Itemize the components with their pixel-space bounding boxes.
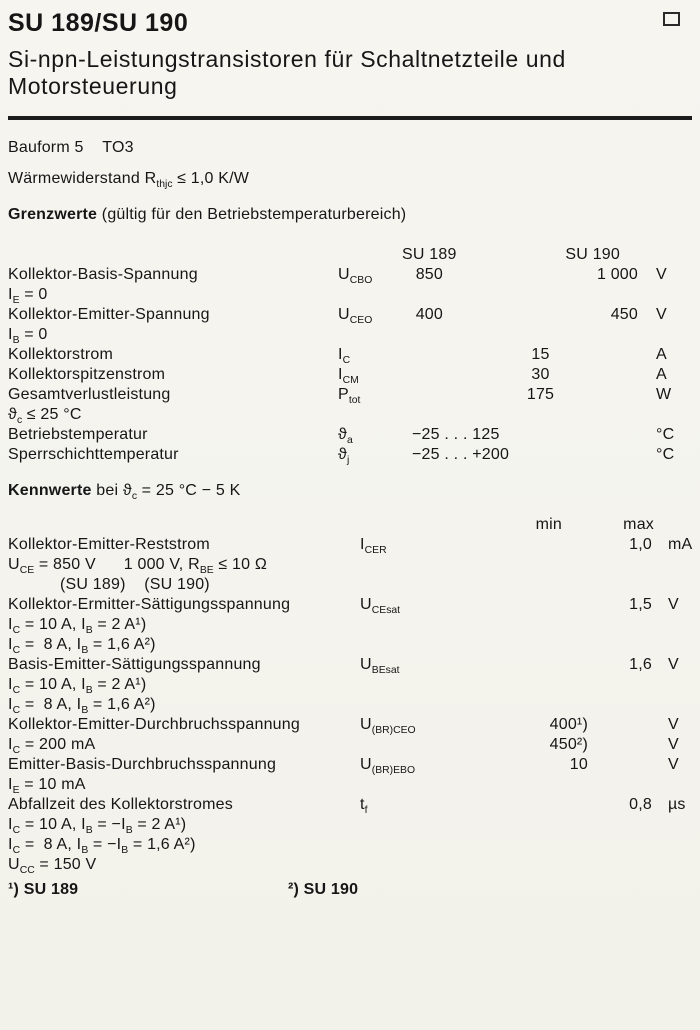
row-condition: $I_C = 10$ A, $I_B = -I_B = 2$ A¹) — [8, 816, 187, 837]
row-symbol: $I_{CM}$ — [338, 366, 359, 387]
row-condition: $I_B = 0$ — [8, 326, 48, 347]
row-symbol: $t_f$ — [360, 796, 368, 817]
row-unit: mA — [668, 536, 693, 553]
row-value-range: −25 . . . 125 — [412, 426, 500, 443]
thermal-resistance-line: Wärmewiderstand $R_{thjc} \le 1,0$ K/W — [8, 170, 250, 191]
row-condition: $ϑ_c \le 25$ °C — [8, 406, 82, 427]
row-unit: V — [656, 306, 667, 323]
table-row — [8, 595, 692, 615]
row-condition: $I_E = 10$ mA — [8, 776, 86, 797]
row-condition: $U_{CE} = 850$ V 1 000 V, $R_{BE} \le 10$ Ω — [8, 556, 268, 577]
table-row — [8, 655, 692, 675]
row-unit: A — [656, 346, 667, 363]
row-symbol: $U_{CBO}$ — [338, 266, 373, 287]
table-row — [8, 445, 692, 465]
row-condition: (SU 189) (SU 190) — [60, 576, 210, 593]
row-condition: $I_C = 8$ A, $I_B = 1,6$ A²) — [8, 696, 156, 717]
page-title: SU 189/SU 190 — [8, 9, 189, 37]
row-unit: V — [668, 756, 679, 773]
table-row — [8, 425, 692, 445]
bauform-line — [8, 138, 692, 158]
row-unit: °C — [656, 446, 675, 463]
kennwerte-heading-note: bei $ϑ_c = 25$ °C − 5 K — [91, 482, 241, 503]
row-symbol: $P_{tot}$ — [338, 386, 361, 407]
row-unit: µs — [668, 796, 686, 813]
row-max: 1,5 — [629, 596, 652, 613]
row-symbol: $U_{CEO}$ — [338, 306, 373, 327]
corner-checkbox-icon — [663, 12, 680, 26]
condition-text: $I_C = 200$ mA — [8, 736, 96, 757]
table-row — [8, 715, 692, 735]
row-symbol: $U_{(BR)CEO}$ — [360, 716, 416, 737]
row-symbol: $ϑ_j$ — [338, 446, 350, 467]
row-symbol: $ϑ_a$ — [338, 426, 353, 447]
row-unit: V — [668, 656, 679, 673]
grenzwerte-heading — [8, 206, 692, 224]
table-row — [8, 305, 692, 325]
row-condition: $I_C = 8$ A, $I_B = -I_B = 1,6$ A²) — [8, 836, 196, 857]
row-symbol: $U_{BEsat}$ — [360, 656, 400, 677]
grenzwerte-heading-label: Grenzwerte — [8, 206, 98, 223]
row-name: Kollektorstrom — [8, 346, 114, 363]
kennwerte-column-headers — [8, 515, 692, 535]
row-symbol: $U_{CEsat}$ — [360, 596, 401, 617]
row-name: Kollektor-Basis-Spannung — [8, 266, 198, 283]
row-condition: $I_E = 0$ — [8, 286, 48, 307]
row-max: 0,8 — [629, 796, 652, 813]
bauform-label: Bauform 5 — [8, 139, 84, 156]
table-row — [8, 265, 692, 285]
row-unit: V — [668, 596, 679, 613]
row-name: Kollektorspitzenstrom — [8, 366, 166, 383]
footnote-2: ²) SU 190 — [287, 881, 359, 898]
grenzwerte-column-headers — [8, 245, 692, 265]
row-value-su190: 1 000 — [596, 266, 638, 283]
column-header-min: min — [535, 516, 562, 533]
row-max: 1,6 — [629, 656, 652, 673]
table-row — [8, 385, 692, 405]
row-symbol: $I_{CER}$ — [360, 536, 387, 557]
row-condition: $U_{CC} = 150$ V — [8, 856, 97, 877]
row-condition: $I_C = 10$ A, $I_B = 2$ A¹) — [8, 616, 147, 637]
row-value-su189: 400 — [415, 306, 443, 323]
row-max: 1,0 — [629, 536, 652, 553]
row-name: Basis-Emitter-Sättigungsspannung — [8, 656, 261, 673]
row-unit-2: V — [668, 736, 679, 753]
row-name: Gesamtverlustleistung — [8, 386, 171, 403]
row-name: Kollektor-Emitter-Durchbruchsspannung — [8, 716, 300, 733]
row-value-su189: 850 — [415, 266, 443, 283]
row-unit: V — [656, 266, 667, 283]
footnote-1: ¹) SU 189 — [8, 881, 79, 898]
row-name: Kollektor-Emitter-Reststrom — [8, 536, 210, 553]
column-header-su189: SU 189 — [402, 246, 457, 263]
row-symbol: $I_C$ — [338, 346, 351, 367]
row-value-su190: 450 — [610, 306, 638, 323]
column-header-su190: SU 190 — [565, 246, 620, 263]
table-row — [8, 755, 692, 775]
footnotes — [8, 881, 692, 899]
row-unit: W — [656, 386, 672, 403]
row-condition — [8, 735, 692, 755]
kennwerte-heading — [8, 482, 692, 503]
section-divider — [8, 116, 692, 120]
row-value: 175 — [526, 386, 555, 403]
row-name: Abfallzeit des Kollektorstromes — [8, 796, 233, 813]
row-min-2: 450²) — [549, 736, 588, 753]
row-symbol: $U_{(BR)EBO}$ — [360, 756, 416, 777]
kennwerte-heading-label: Kennwerte — [8, 482, 92, 499]
row-unit: V — [668, 716, 679, 733]
row-value: 30 — [531, 366, 550, 383]
row-value-range: −25 . . . +200 — [412, 446, 510, 463]
table-row — [8, 795, 692, 815]
row-min: 400¹) — [549, 716, 588, 733]
row-name: Betriebstemperatur — [8, 426, 148, 443]
row-name: Sperrschichttemperatur — [8, 446, 179, 463]
row-name: Kollektor-Ermitter-Sättigungsspannung — [8, 596, 291, 613]
row-min: 10 — [569, 756, 588, 773]
row-condition: $I_C = 10$ A, $I_B = 2$ A¹) — [8, 676, 147, 697]
grenzwerte-heading-note: (gültig für den Betriebstemperaturbereich) — [97, 206, 407, 223]
column-header-max: max — [623, 516, 654, 533]
header — [8, 8, 692, 38]
row-value: 15 — [531, 346, 550, 363]
row-unit: °C — [656, 426, 675, 443]
row-name: Kollektor-Emitter-Spannung — [8, 306, 210, 323]
row-unit: A — [656, 366, 667, 383]
row-condition: $I_C = 8$ A, $I_B = 1,6$ A²) — [8, 636, 156, 657]
table-row — [8, 535, 692, 555]
table-row — [8, 365, 692, 385]
bauform-value: TO3 — [102, 139, 134, 156]
page-subtitle: Si-npn-Leistungstransistoren für Schaltnetzteile und Motorsteuerung — [8, 46, 566, 99]
row-name: Emitter-Basis-Durchbruchsspannung — [8, 756, 277, 773]
table-row — [8, 345, 692, 365]
